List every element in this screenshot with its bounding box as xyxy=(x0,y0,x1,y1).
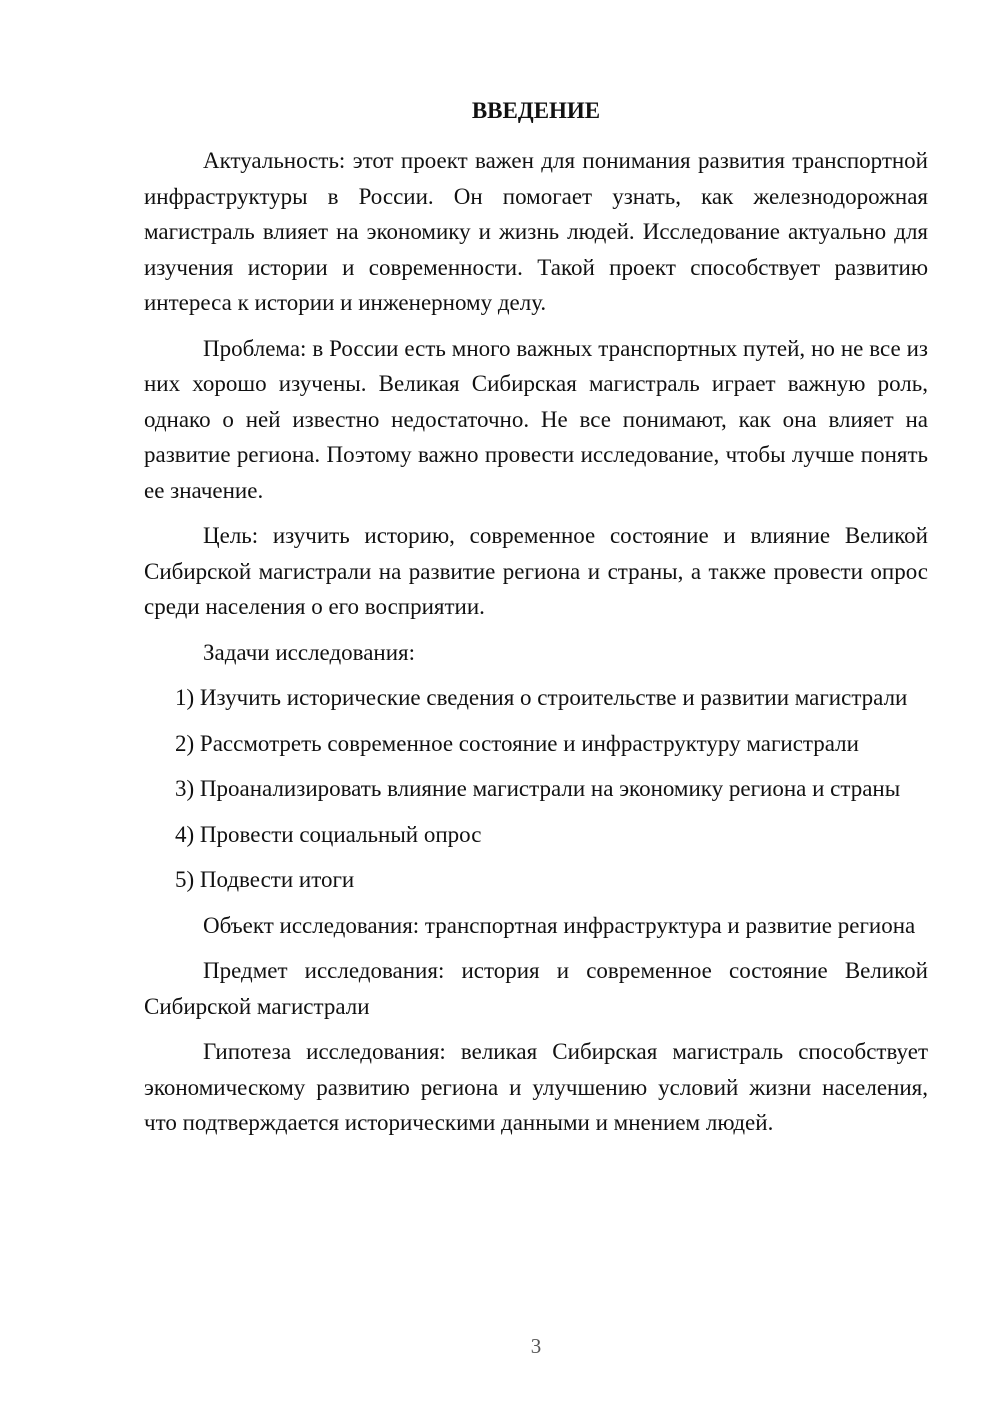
research-subject-paragraph: Предмет исследования: история и современное состояние Великой Сибирской магистрали xyxy=(144,958,928,1019)
research-object-paragraph: Объект исследования: транспортная инфраструктура и развитие региона xyxy=(203,912,916,938)
task-item: 4) Провести социальный опрос xyxy=(175,821,482,847)
problem-paragraph: Проблема: в России есть много важных транспортных путей, но не все из них хорошо изучены. Великая Сибирская магистраль играет важную роль, однако о ней известно недостаточно. Не все понимают, как она влияет на развитие региона. Поэтому важно провести исследование, чтобы лучше понять ее значение. xyxy=(144,335,928,503)
hypothesis-paragraph: Гипотеза исследования: великая Сибирская магистраль способствует экономическому развитию региона и улучшению условий жизни населения, что подтверждается историческими данными и мнением людей. xyxy=(144,1039,928,1135)
task-item: 1) Изучить исторические сведения о строительстве и развитии магистрали xyxy=(175,685,908,710)
page-number: 3 xyxy=(530,1334,542,1358)
tasks-heading: Задачи исследования: xyxy=(203,639,416,665)
task-item: 3) Проанализировать влияние магистрали на экономику региона и страны xyxy=(175,776,901,801)
task-item: 2) Рассмотреть современное состояние и инфраструктуру магистрали xyxy=(175,730,859,756)
document-body xyxy=(144,143,928,1151)
goal-paragraph: Цель: изучить историю, современное состояние и влияние Великой Сибирской магистрали на развитие региона и страны, а также провести опрос среди населения о его восприятии. xyxy=(144,523,928,619)
page-title: ВВЕДЕНИЕ xyxy=(471,98,601,123)
task-item: 5) Подвести итоги xyxy=(175,867,355,892)
relevance-paragraph: Актуальность: этот проект важен для понимания развития транспортной инфраструктуры в России. Он помогает узнать, как железнодорожная магистраль влияет на экономику и жизнь людей. Исследование актуально для изучения истории и современности. Такой проект способствует развитию интереса к истории и инженерному делу. xyxy=(144,148,928,315)
